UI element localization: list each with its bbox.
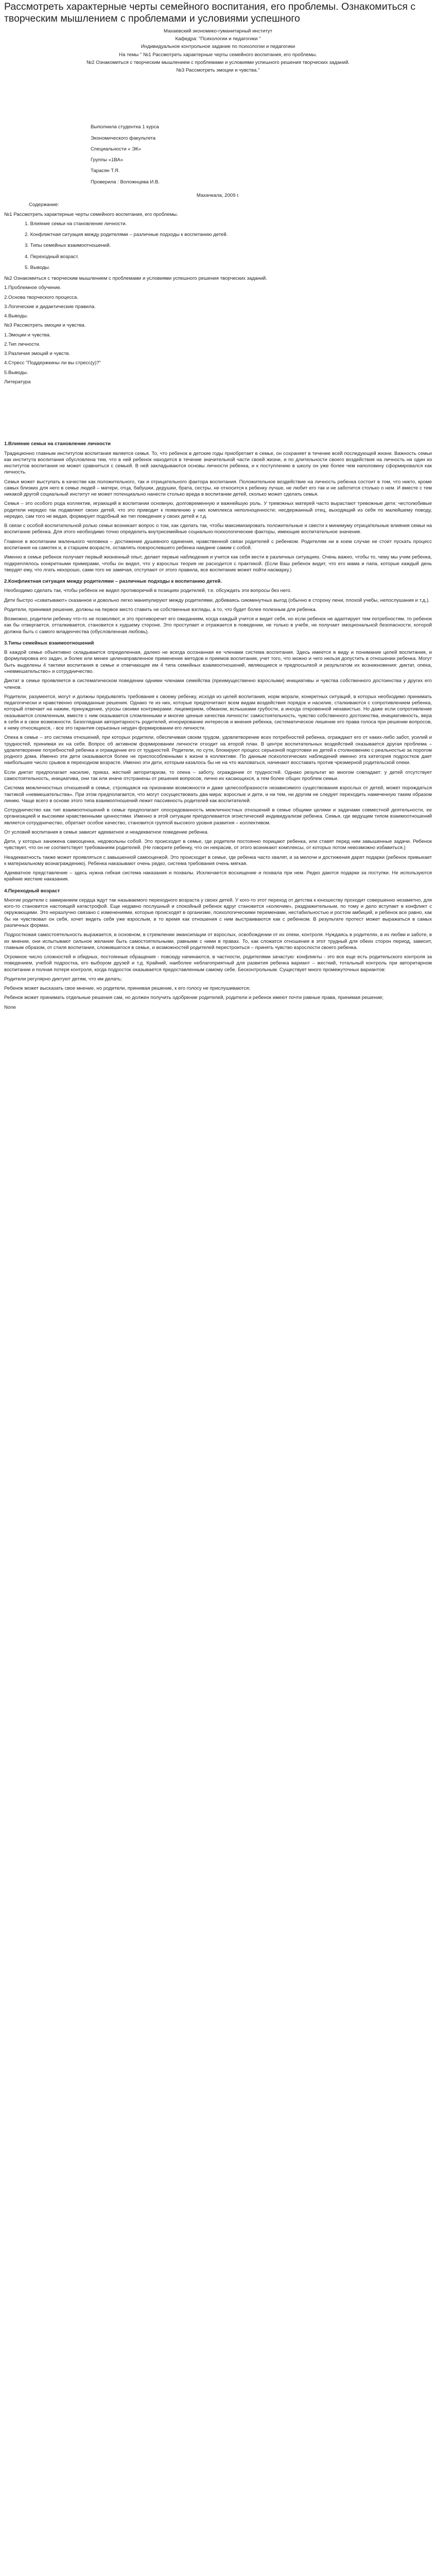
- assignment-type: Индивидуальное контрольное задание по психологии и педагогики: [141, 44, 295, 50]
- paragraph: Именно в семье ребенок получает первый жизненный опыт, делает первые наблюдения и учится как себя вести в различных ситуациях. Очень важно, чтобы то, чему мы учим ребенка, подкреплялось конкретными примерами, чтобы он видел, что у взрослых теория не расходится с практикой. (Если Ваш ребенок видит, что его мама и папа, которые каждый день твердят ему, что лгать нехорошо, сами того не замечая, отступают от этого правила, все воспитание может пойти насмарку.): [4, 554, 432, 573]
- toc-item: 4.Стресс "Поддержкины ли вы стресс(у)?": [4, 360, 101, 366]
- performer-line: Специальности « ЭК»: [91, 146, 141, 152]
- paragraph: Адекватное представление – здесь нужна гибкая система наказания и похвалы. Исключается восхищение и похвала при нем. Редко даются подарки за поступки. Не используются крайние жесткие наказания.: [4, 870, 432, 883]
- paragraph: Огромное число сложностей и обидных, постоянные обращения - повсюду начинаются, в частности, родителями зачастую: конфликты - это все еще есть родительского контроля за поведением, учебой подростка, его выбором друзей и т.д. Крайний, наиболее неблагоприятный для развития ребенка вариант – жесткий, тотальный контроль при авторитарном воспитании и полная потеря контроля, когда подросток оказывается предоставленным самому себе. Бесконтрольным. Существует много промежуточных вариантов:: [4, 954, 432, 973]
- paragraph: Семья может выступать в качестве как положительного, так и отрицательного фактора воспитания. Положительное воздействие на личность ребенка состоит в том, что никто, кроме самых близких для него в семье людей – матери, отца, бабушки, дедушки, брата, сестры, не относится к ребенку лучше, не любит его так и не заботится столько о нем. И вместе с тем никакой другой социальный институт не может потенциально нанести столько вреда в воспитании детей, сколько может сделать семья.: [4, 479, 432, 498]
- toc-item: 1. Влияние семьи на становление личности.: [25, 221, 127, 227]
- section-heading: 3.Типы семейных взаимоотношений: [4, 640, 94, 646]
- toc-topic-2: №2 Ознакомиться с творческим мышлением с проблемами и условиями успешного решения творческих заданий.: [4, 276, 267, 282]
- performer-line: Тарасян Т.Я.: [91, 168, 120, 174]
- toc-item: 4. Переходный возраст.: [25, 253, 79, 260]
- paragraph: Родители, разумеется, могут и должны предъявлять требования к своему ребенку, исходя из целей воспитания, норм морали, конкретных ситуаций, в которых необходимо принимать педагогически и нравственно оправданные решения. Однако те из них, которые предпочитают всем видам воздействия порядок и насилие, сталкиваются с сопротивлением ребенка, который отвечает на нажим, принуждение, угрозы своими контрмерами: лицемерием, обманом, вспышками грубости, а иногда откровенной ненавистью. Но даже если сопротивление оказывается сломленным, вместе с ним оказывается сломленными и многие ценные качества личности: самостоятельность, чувство собственного достоинства, инициативность, вера в себя и в свои возможности. Безоглядная авторитарность родителей, игнорирование интересов и мнения ребенка, систематическое лишение его права голоса при решении вопросов, к нему относящихся, - все это гарантия серьезных неудач формировании его личности.: [4, 693, 432, 732]
- assignment-topic-2: №2 Ознакомиться с творческим мышлением с проблемами и условиями успешного решения творческих заданий.: [86, 59, 350, 65]
- toc-topic-1: №1 Рассмотреть характерные черты семейного воспитания, его проблемы.: [4, 211, 178, 217]
- list-item: Ребенок может высказать свое мнение, но родители, принимая решение, к его голосу не прислушиваются;: [4, 986, 250, 992]
- paragraph: Возможно, родители ребенку что-то не позволяют, и это противоречит его ожиданиям, когда каждый учится и видит себя, но если ребенок не адаптирует тем потребностям, то ребенок как бы отвергается, отталкивается, становится к худшему стороне. Это проступает и отражается в поведении, не только в учебе, не получает эмоциональной безопасности, которой должна быть с самого младенчества (обусловленная любовь).: [4, 616, 432, 635]
- trailing-text: None: [4, 1004, 16, 1010]
- paragraph: Опека в семье – это система отношений, при которых родители, обеспечивая своим трудом, удовлетворение всех потребностей ребенка, ограждают его от каких-либо забот, усилий и трудностей, принимая их на себя. Вопрос об активном формировании личности отходит на второй план. В центре воспитательных воздействий оказывается другая проблема – удовлетворение потребностей ребенка и ограждение его от трудностей. Родители, по сути, блокируют процесс серьезной подготовки их детей к столкновению с реальностью за порогом родного дома. Именно эти дети оказываются более не приспособленными к жизни в коллективе. По данным психологических наблюдений именно эта категория подростков дает наибольшее число срывов в переходном возрасте. Именно эти дети, которым казалось бы не на что жаловаться, начинают восставать против чрезмерной родительской опеки.: [4, 735, 432, 766]
- toc-item: 4.Выводы.: [4, 313, 28, 319]
- reviewer-line: Проверила : Воложнцева И.В.: [91, 179, 160, 185]
- performer-line: Группы «1ВА»: [91, 157, 124, 163]
- paragraph: В каждой семье объективно складывается определенная, далеко не всегда осознанная ее членами система воспитания. Здесь имеется в виду и понимание целей воспитания, и формулировка его задач, и более или менее целенаправленное применение методов и приемов воспитания, учет того, что можно и чего нельзя допустить в отношении ребенка. Могут быть выделены 4 тактики воспитания в семье и отвечающие им 4 типа семейных взаимоотношений, являющиеся и предпосылкой и результатом их возникновения: диктат, опека, «невмешательство» и сотрудничество.: [4, 650, 432, 674]
- contents-heading: Содержание:: [29, 202, 59, 208]
- toc-item: 1.Проблемное обучение.: [4, 285, 62, 291]
- paragraph: Неадекватность также может проявляться с завышенной самооценкой. Это происходит в семье, где ребенка часто хвалят, и за мелочи и достижения дарят подарки (ребенок привыкает к материальному вознаграждению). Ребенка наказывают очень редко, система требования очень мягкая.: [4, 854, 432, 867]
- institute-name: Махаевский экономико-гуманитарный институт: [164, 28, 272, 34]
- paragraph: Система межличностных отношений в семье, строящаяся на признании возможности и даже целесообразности независимого существования взрослых от детей, может порождаться тактикой «невмешательства». При этом предполагается, что могут сосуществовать два мира: взрослые и дети, и ни тем, ни другим не следует переходить намеченную таким образом линию. Чаще всего в основе этого типа взаимоотношений лежит пассивность родителей как воспитателей.: [4, 785, 432, 804]
- city-year: Махачкала, 2009 г.: [196, 192, 240, 198]
- spacer: [4, 388, 432, 436]
- performer-line: Выполнила студентка 1 курса: [91, 124, 159, 130]
- document-title: Рассмотреть характерные черты семейного воспитания, его проблемы. Ознакомиться с творческим мышлением с проблемами и условиями успешного: [4, 1, 416, 25]
- assignment-topic-1: На темы " №1 Рассмотреть характерные черты семейного воспитания, его проблемы.: [119, 52, 317, 58]
- toc-literature: Литература: [4, 379, 31, 385]
- toc-item: 2.Основа творческого процесса.: [4, 294, 78, 300]
- list-item: Родители регулярно диктуют детям, что им делать;: [4, 976, 123, 982]
- paragraph: Традиционно главным институтом воспитания является семья. То, что ребенок в детские годы приобретает в семье, он сохраняет в течение всей последующей жизни. Важность семьи как института воспитания обусловлена тем, что в ней ребенок находится в течение значительной части своей жизни, и по длительности своего воздействия на личность ни один из институтов воспитания не может сравниться с семьей. В ней закладываются основы личности ребенка, и к поступлению в школу он уже более чем наполовину сформировался как личность.: [4, 450, 432, 476]
- toc-item: 1.Эмоции и чувства.: [4, 332, 51, 338]
- assignment-topic-3: №3 Рассмотреть эмоции и чувства.": [176, 67, 260, 74]
- paragraph: Дети быстро «схватывают» сказанное и довольно легко манипулируют между родителями, добиваясь сиюминутных выгод (обычно в сторону лени, плохой учебы, непослушания и т.д.).: [4, 597, 430, 603]
- paragraph: Главное в воспитании маленького человека – достижение душевного единения, нравственной связи родителей с ребенком. Родителям ни в коем случае не стоит пускать процесс воспитания на самотек и, в старшем возрасте, оставлять повзрослевшего ребенка наедине самим с собой.: [4, 538, 432, 551]
- section-heading: 2.Конфликтная ситуация между родителями – различные подходы к воспитанию детей.: [4, 579, 222, 585]
- paragraph: Сотрудничество как тип взаимоотношений в семье предполагает опосредованность межличностных отношений в семье общими целями и задачами совместной деятельности, ее организацией и высокими нравственными ценностями. Именно в этой ситуации преодолевается эгоистический индивидуализм ребенка. Семья, где ведущим типом взаимоотношений является сотрудничество, обретает особое качество, становится группой высокого уровня развития – коллективом.: [4, 807, 432, 826]
- toc-item: 3.Логические и дидактические правила.: [4, 303, 96, 310]
- toc-item: 5.Выводы.: [4, 369, 28, 376]
- department-name: Кафедра: "Психологии и педагогики ": [175, 36, 261, 42]
- toc-item: 2. Конфликтная ситуация между родителями – различные подходы к воспитанию детей.: [25, 232, 228, 238]
- paragraph: Родители, принимая решение, должны на первое место ставить не собственные взгляды, а то, что будет более полезным для ребенка.: [4, 606, 317, 613]
- toc-item: 2.Тип личности.: [4, 341, 41, 347]
- section-heading: 4.Переходный возраст: [4, 888, 60, 894]
- toc-item: 3. Типы семейных взаимоотношений.: [25, 243, 111, 249]
- paragraph: Подростковая самостоятельность выражается, в основном, в стремлении эмансипации от взрослых, освобождении от их опеки, контроля. Нуждаясь в родителях, в их любви и заботе, в их мнении, они испытывают сильное желание быть самостоятельными, равными с ними в правах. То, как сложатся отношения в этот трудный для обеих сторон период, зависит, главным образом, от стиля воспитания, сложившегося в семье, и возможностей родителей перестроиться – принять чувство взрослости своего ребенка.: [4, 932, 432, 951]
- toc-item: 3.Различия эмоций и чувств.: [4, 351, 71, 357]
- list-item: Ребенок может принимать отдельные решения сам, но должен получить одобрение родителей, родители и ребенок имеют почти равные права, принимая решение;: [4, 995, 384, 1001]
- performer-line: Экономического факультета: [91, 135, 156, 141]
- paragraph: Дети, у которых занижена самооценка, недовольны собой. Это происходит в семье, где родители постоянно порицают ребенка, или ставят перед ним завышенные задачи. Ребенок чувствует, что он не соответствует требованиям родителей. (Не говорите ребенку, что он некрасив, от этого возникают комплексы, от которых потом невозможно избавиться.): [4, 839, 432, 851]
- paragraph: Если диктат предполагает насилие, приказ, жесткий авторитаризм, то опека – заботу, ограждение от трудностей. Однако результат во многом совпадает: у детей отсутствует самостоятельность, инициатива, они так или иначе отстранены от решения вопросов, лично их касающихся, а тем более общих проблем семьи.: [4, 769, 432, 782]
- spacer: [4, 77, 432, 124]
- paragraph: От условий воспитания в семье зависит адекватное и неадекватное поведение ребенка.: [4, 829, 209, 835]
- toc-topic-3: №3 Рассмотреть эмоции и чувства.: [4, 323, 86, 329]
- paragraph: В связи с особой воспитательной ролью семьи возникает вопрос о том, как сделать так, чтобы максимизировать положительные и свести к минимуму отрицательные влияния семьи на воспитание ребенка. Для этого необходимо точно определить внутрисемейные социально-психологические факторы, имеющие воспитательное значение.: [4, 523, 432, 535]
- section-heading: 1.Влияние семьи на становление личности: [4, 441, 111, 447]
- paragraph: Диктат в семье проявляется в систематическом поведении одними членами семейства (преимущественно взрослыми) инициативы и чувства собственного достоинства у других его членов.: [4, 678, 432, 690]
- paragraph: Многие родители с замиранием сердца ждут так называемого переходного возраста у своих детей. У кого-то этот переход от детства к юношеству проходит совершенно незаметно, для кого-то становится настоящей катастрофой. Еще недавно послушный и спокойный ребенок вдруг становится «колючим», раздражительным, по тому и дело вступает в конфликт с окружающими. Это неразлучно связано с изменениями, которые происходят в организме, психологическими переменами, нестабильностью и ростом амбиций, и ребенок все равно, как бы ни чувствовал он себя, хочет видеть себя уже взрослым, в то время как отношения с ним выстраиваются как с ребенком. В результате протест может выражаться в самых различных формах.: [4, 897, 432, 929]
- paragraph: Семья – это особого рода коллектив, играющий в воспитании основную, долговременную и важнейшую роль. У тревожных матерей часто вырастают тревожные дети; честолюбивые родители нередко так подавляют своих детей, что это приводит к появлению у них комплекса неполноценности; несдержанный отец, выходящий из себя по малейшему поводу, нередко, сам того не ведая, формирует подобный же тип поведения у своих детей и т.д.: [4, 501, 432, 519]
- document-page: [0, 0, 436, 1017]
- toc-item: 5. Выводы.: [25, 264, 50, 270]
- paragraph: Необходимо сделать так, чтобы ребёнок не видел противоречий в позициях родителей, т.е. обсуждать эти вопросы без него.: [4, 588, 292, 594]
